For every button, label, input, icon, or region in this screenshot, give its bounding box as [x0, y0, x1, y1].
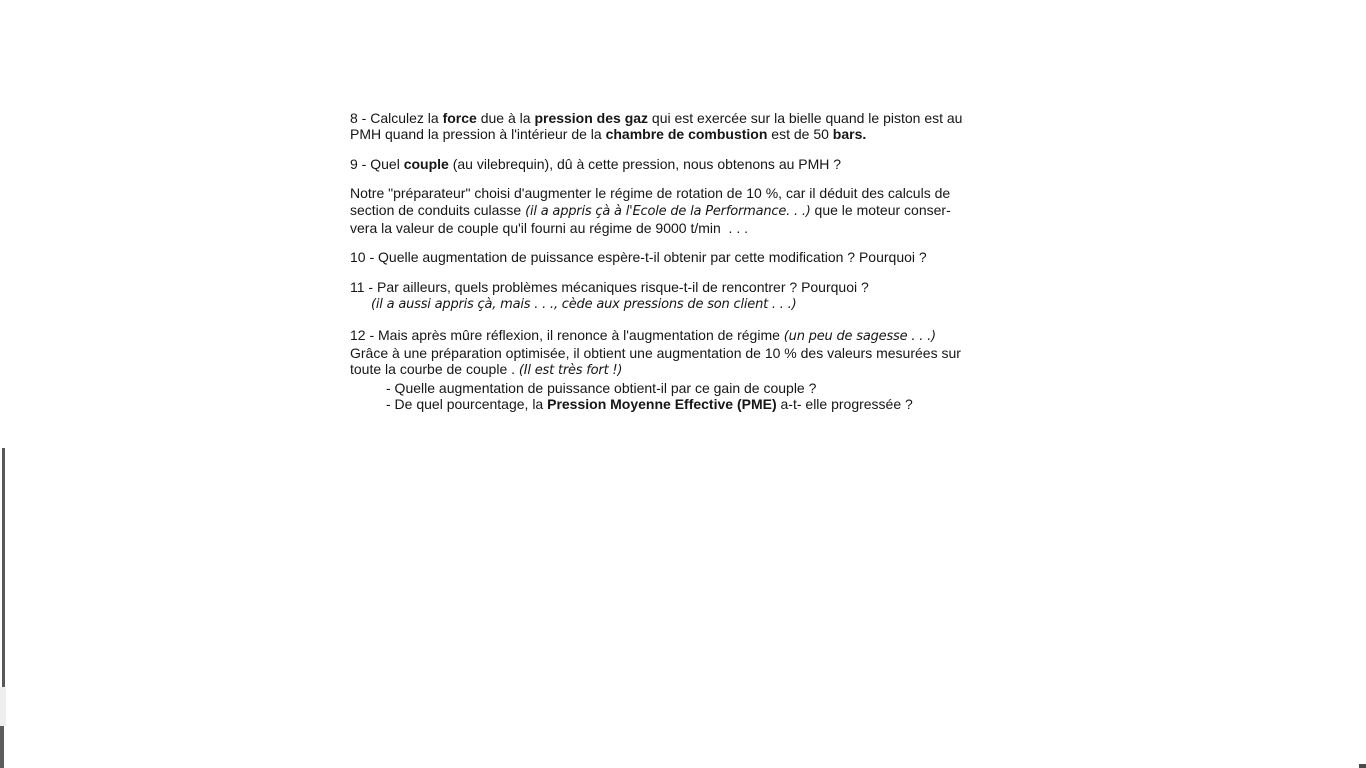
body-text: est de 50: [767, 126, 833, 143]
body-text: 8 - Calculez la: [350, 110, 443, 126]
paragraph: [350, 249, 1010, 265]
body-text: (au vilebrequin), dû à cette pression, nous obtenons au PMH ?: [448, 155, 842, 172]
text-line: [350, 295, 1010, 313]
bold-text: pression des gaz: [534, 110, 649, 126]
text-line: [350, 249, 1010, 265]
body-text: 10 - Quelle augmentation de puissance espère-t-il obtenir par cette modification ? Pourquoi ?: [350, 249, 927, 266]
left-window-edge-artifact-upper: [2, 448, 5, 687]
paragraph: [350, 327, 1010, 413]
body-text: vera la valeur de couple qu'il fourni au régime de 9000 t/min . . .: [350, 220, 749, 237]
text-line: [350, 279, 1010, 295]
bold-text: bars.: [832, 126, 867, 143]
text-line: [350, 396, 1010, 412]
body-text: toute la courbe de couple .: [350, 361, 519, 378]
bold-text: force: [442, 110, 477, 126]
bold-text: Pression Moyenne Effective (PME): [547, 396, 777, 413]
italic-annotation: (un peu de sagesse . . .): [783, 328, 936, 344]
text-line: [350, 202, 1010, 220]
italic-annotation: (il a aussi appris çà, mais . . ., cède aux pressions de son client . . .): [371, 297, 797, 313]
left-window-edge-artifact-light: [0, 687, 6, 726]
text-line: [350, 185, 1010, 201]
document-text: [350, 110, 1010, 426]
italic-annotation: (Il est très fort !): [518, 363, 623, 379]
body-text: 12 - Mais après mûre réflexion, il renonce à l'augmentation de régime: [350, 326, 784, 343]
text-line: [350, 156, 1010, 172]
body-text: Notre "préparateur" choisi d'augmenter le régime de rotation de 10 %, car il déduit des calculs de: [350, 185, 951, 202]
body-text: PMH quand la pression à l'intérieur de la: [350, 126, 606, 143]
body-text: Grâce à une préparation optimisée, il obtient une augmentation de 10 % des valeurs mesurées sur: [350, 345, 961, 362]
paragraph: [350, 156, 1010, 172]
italic-annotation: (il a appris çà à l'Ecole de la Performance. . .): [525, 203, 811, 219]
bold-text: chambre de combustion: [605, 126, 768, 143]
paragraph: [350, 279, 1010, 314]
left-window-edge-artifact-lower: [0, 726, 4, 768]
text-line: [350, 380, 1010, 396]
body-text: - De quel pourcentage, la: [386, 396, 548, 413]
text-line: [350, 126, 1010, 142]
body-text: a-t- elle progressée ?: [776, 396, 913, 413]
body-text: due à la: [476, 110, 535, 126]
paragraph: [350, 185, 1010, 236]
body-text: 9 - Quel: [350, 155, 404, 172]
bold-text: couple: [403, 155, 449, 172]
body-text: qui est exercée sur la bielle quand le piston est au: [648, 110, 963, 126]
text-line: [350, 220, 1010, 236]
body-text: section de conduits culasse: [350, 201, 526, 218]
body-text: - Quelle augmentation de puissance obtient-il par ce gain de couple ?: [386, 379, 817, 396]
body-text: 11 - Par ailleurs, quels problèmes mécaniques risque-t-il de rencontrer ? Pourquoi ?: [350, 278, 869, 295]
body-text: que le moteur conser-: [810, 201, 951, 218]
text-line: [350, 110, 1010, 126]
text-line: [350, 345, 1010, 361]
text-line: [350, 327, 1010, 345]
bottom-right-corner-artifact: [1359, 764, 1366, 768]
paragraph: [350, 110, 1010, 143]
text-line: [350, 361, 1010, 379]
